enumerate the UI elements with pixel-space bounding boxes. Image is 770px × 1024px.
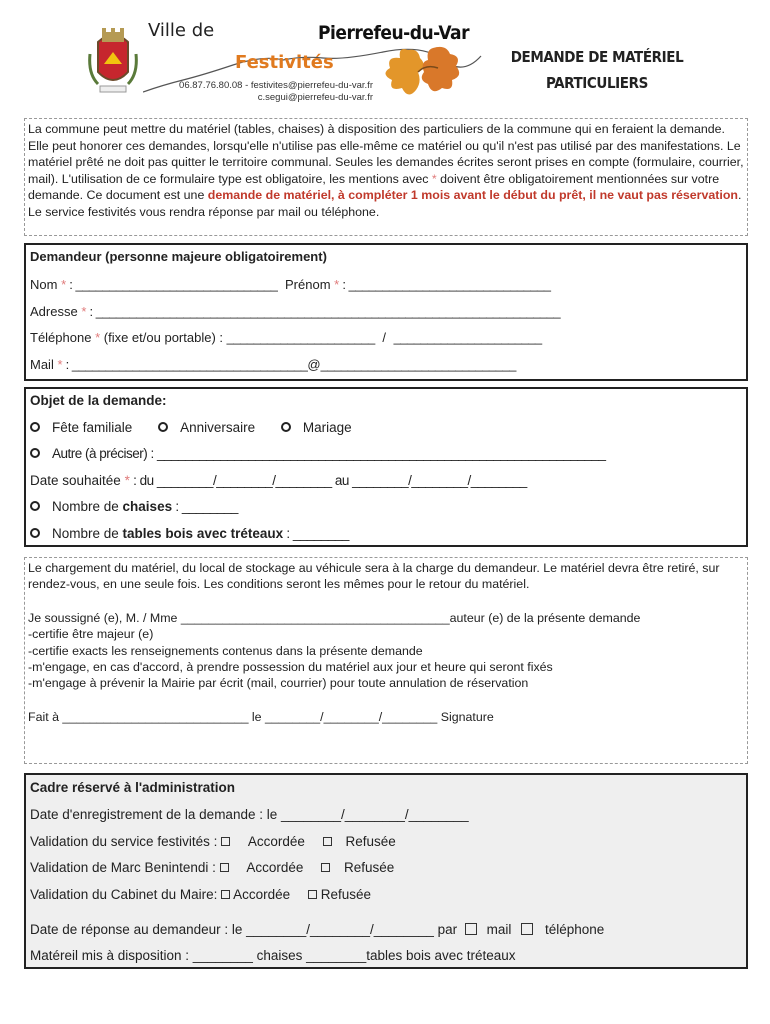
checkbox-festivites-refusee[interactable] xyxy=(323,837,332,846)
date-reponse-field[interactable]: Date de réponse au demandeur : le ________/________/________ par xyxy=(30,922,458,937)
radio-anniversaire[interactable] xyxy=(158,422,168,432)
radio-chaises[interactable] xyxy=(30,501,40,511)
validation-cabinet-label: Validation du Cabinet du Maire: xyxy=(30,887,218,902)
validation-cabinet-row xyxy=(30,887,371,902)
radio-fete-familiale[interactable] xyxy=(30,422,40,432)
tables-row xyxy=(30,526,349,541)
mail-field-user[interactable]: : ___________________________________ xyxy=(62,357,308,372)
tables-field[interactable]: : ________ xyxy=(283,526,349,541)
checkbox-cabinet-refusee[interactable] xyxy=(308,890,317,899)
label-accordee: Accordée xyxy=(247,834,305,849)
engagement-item-4: -m'engage à prévenir la Mairie par écrit (mail, courrier) pour toute annulation de réservation xyxy=(28,676,529,691)
nom-prenom-row xyxy=(30,277,550,292)
prenom-label: Prénom xyxy=(285,277,331,292)
adresse-label: Adresse xyxy=(30,304,78,319)
required-star: * xyxy=(334,277,340,292)
checkbox-par-mail[interactable] xyxy=(465,923,477,935)
checkbox-marc-accordee[interactable] xyxy=(220,863,229,872)
date-reponse-row xyxy=(30,922,604,937)
chaises-bold: chaises xyxy=(122,499,173,514)
validation-festivites-row xyxy=(30,834,396,849)
form-title xyxy=(500,44,694,96)
intro-text-1: La commune peut mettre du matériel (tables, chaises) à disposition des particuliers de la commune qui en feraient la demande. Elle peut honorer ces demandes, lorsqu'elle n'utilise pas elle-même ce matériel ou qu'il n'est pas utilisé par des manifestations. Le matériel prêté ne doit pas quitter le territoire communal. Seules les demandes écrites seront prises en compte (formulaire, courrier, mail). L'utilisation de ce formulaire type est obligatoire, les mentions avec xyxy=(28,122,744,186)
tables-pre: Nombre de xyxy=(52,526,123,541)
demandeur-section xyxy=(24,243,748,381)
mail-row xyxy=(30,357,516,372)
label-telephone: téléphone xyxy=(544,922,605,937)
materiel-mis-a-disposition[interactable]: Matéreil mis à disposition : ________ chaises ________tables bois avec tréteaux xyxy=(30,948,516,963)
form-title-line1: DEMANDE DE MATÉRIEL xyxy=(510,48,684,66)
label-autre[interactable]: Autre (à préciser) : ________________________________________________________________ xyxy=(52,446,606,461)
validation-marc-label: Validation de Marc Benintendi : xyxy=(30,860,216,875)
required-star: * xyxy=(95,330,101,345)
tables-bold: tables bois avec tréteaux xyxy=(122,526,284,541)
occasion-row xyxy=(30,420,352,435)
radio-tables[interactable] xyxy=(30,528,40,538)
mail-field-domain[interactable]: _____________________________ xyxy=(320,357,516,372)
label-accordee: Accordée xyxy=(233,887,291,902)
label-refusee: Refusée xyxy=(343,860,395,875)
telephone-label: Téléphone xyxy=(30,330,92,345)
header-town-name: Pierrefeu-du-Var xyxy=(318,22,470,44)
engagement-item-2: -certifie exacts les renseignements contenus dans la présente demande xyxy=(28,643,423,658)
radio-mariage[interactable] xyxy=(281,422,291,432)
intro-text-3: . Le service festivités vous rendra réponse par mail ou téléphone. xyxy=(28,188,742,219)
chaises-pre: Nombre de xyxy=(52,499,123,514)
telephone-field-2[interactable]: ______________________ xyxy=(393,330,542,345)
letterhead xyxy=(0,0,770,115)
objet-title: Objet de la demande: xyxy=(30,393,167,408)
intro-highlight: demande de matériel, à compléter 1 mois avant le début du prêt, il ne vaut pas réservation xyxy=(207,188,738,203)
engagement-soussigne[interactable]: Je soussigné (e), M. / Mme _______________________________________auteur (e) de la présente demande xyxy=(28,610,641,625)
intro-text-2: doivent être obligatoirement mentionnées sur votre demande. Ce document est une xyxy=(28,171,720,203)
label-fete-familiale: Fête familiale xyxy=(52,420,133,435)
admin-title: Cadre réservé à l'administration xyxy=(30,780,236,795)
mail-label: Mail xyxy=(30,357,54,372)
label-refusee: Refusée xyxy=(345,834,396,849)
vine-leaf-icon xyxy=(378,42,470,104)
checkbox-cabinet-accordee[interactable] xyxy=(221,890,230,899)
label-anniversaire: Anniversaire xyxy=(180,420,256,435)
mail-at: @ xyxy=(307,357,321,372)
adresse-row xyxy=(30,304,560,319)
header-festivites: Festivités xyxy=(235,52,334,73)
label-refusee: Refusée xyxy=(320,887,372,902)
telephone-slash: / xyxy=(382,330,386,345)
telephone-hint: (fixe et/ou portable) : xyxy=(103,330,223,345)
header-ville-de: Ville de xyxy=(148,20,215,41)
date-souhaitee-label: Date souhaitée xyxy=(30,473,121,488)
telephone-row xyxy=(30,330,542,345)
town-crest-logo xyxy=(86,24,140,96)
admin-section xyxy=(24,773,748,969)
validation-marc-row xyxy=(30,860,394,875)
date-souhaitee-field[interactable]: : du ________/________/________ au ________/________/________ xyxy=(129,473,527,488)
engagement-item-1: -certifie être majeur (e) xyxy=(28,627,154,642)
required-star: * xyxy=(81,304,87,319)
nom-field[interactable]: : ______________________________ xyxy=(66,277,278,292)
chaises-field[interactable]: : ________ xyxy=(172,499,238,514)
objet-section xyxy=(24,387,748,547)
label-mariage: Mariage xyxy=(302,420,352,435)
nom-label: Nom xyxy=(30,277,58,292)
required-star: * xyxy=(57,357,63,372)
contact-email-2: c.segui@pierrefeu-du-var.fr xyxy=(257,92,373,103)
checkbox-par-telephone[interactable] xyxy=(521,923,533,935)
intro-paragraph xyxy=(24,118,748,236)
demandeur-title: Demandeur (personne majeure obligatoirement) xyxy=(30,249,327,264)
telephone-field-1[interactable]: ______________________ xyxy=(226,330,375,345)
admin-date-enregistrement[interactable]: Date d'enregistrement de la demande : le ________/________/________ xyxy=(30,807,469,822)
engagement-section xyxy=(24,557,748,764)
radio-autre[interactable] xyxy=(30,448,40,458)
contact-phone-email: 06.87.76.80.08 - festivites@pierrefeu-du-var.fr xyxy=(179,80,373,91)
adresse-field[interactable]: : _____________________________________________________________________ xyxy=(86,304,561,319)
required-star: * xyxy=(431,171,437,186)
label-mail: mail xyxy=(486,922,512,937)
required-star: * xyxy=(124,473,130,488)
autre-row xyxy=(30,446,606,461)
checkbox-marc-refusee[interactable] xyxy=(321,863,330,872)
label-accordee: Accordée xyxy=(246,860,304,875)
engagement-item-3: -m'engage, en cas d'accord, à prendre possession du matériel aux jour et heure qui seront fixés xyxy=(28,660,553,675)
engagement-conditions: Le chargement du matériel, du local de stockage au véhicule sera à la charge du demandeur. Le matériel devra être retiré, sur rendez-vous, en une seule fois. Les conditions seront les mêmes pour le retour du matériel. xyxy=(28,561,720,592)
required-star: * xyxy=(61,277,67,292)
chaises-row xyxy=(30,499,238,514)
validation-festivites-label: Validation du service festivités : xyxy=(30,834,218,849)
form-title-line2: PARTICULIERS xyxy=(546,74,648,92)
prenom-field[interactable]: : ______________________________ xyxy=(339,277,551,292)
checkbox-festivites-accordee[interactable] xyxy=(221,837,230,846)
header-contact xyxy=(153,80,373,104)
engagement-fait-a-signature[interactable]: Fait à ___________________________ le ________/________/________ Signature xyxy=(28,709,494,724)
date-souhaitee-row xyxy=(30,473,527,488)
